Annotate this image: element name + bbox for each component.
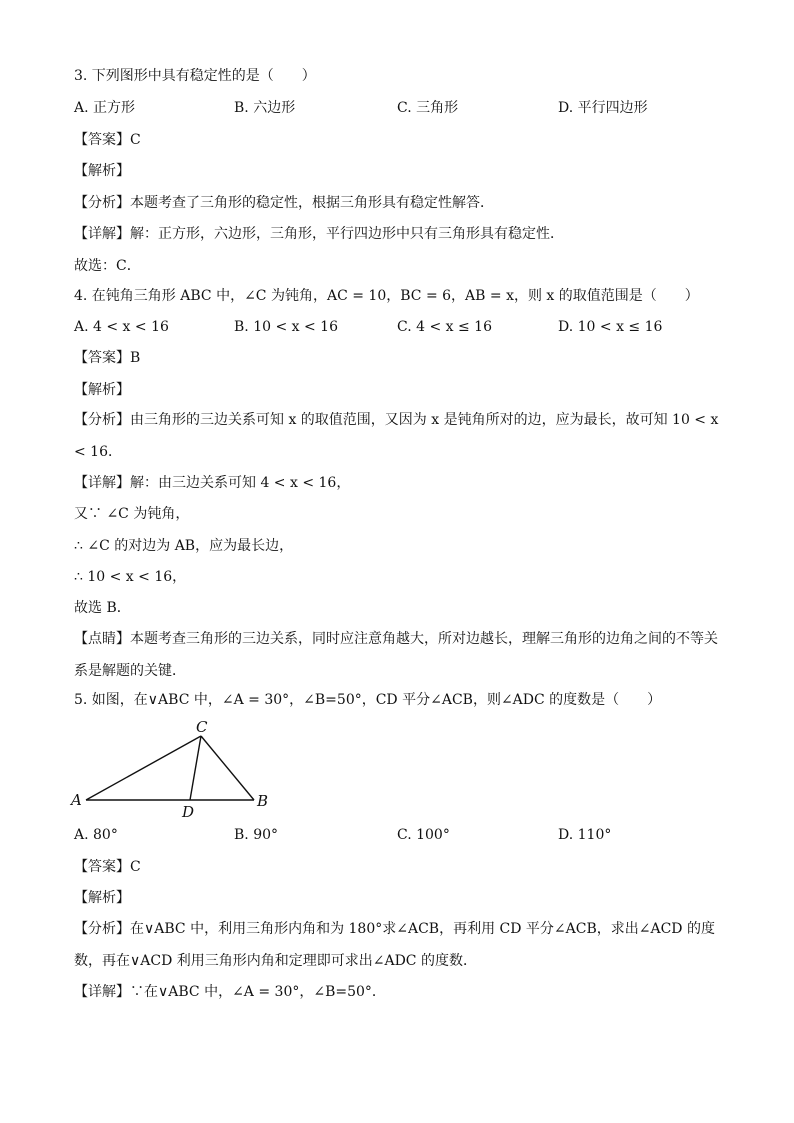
q5-option-c: C. 100° [397, 827, 450, 843]
vertex-label-d: D [182, 803, 195, 821]
vertex-label-c: C [196, 718, 208, 736]
bisector-cd [190, 736, 201, 800]
q5-option-a: A. 80° [74, 827, 118, 843]
q4-option-b: B. 10 < x < 16 [234, 319, 338, 335]
q3-stem: 3. 下列图形中具有稳定性的是（ ） [74, 68, 316, 84]
q5-analysis-title: 【解析】 [74, 890, 130, 906]
q5-answer: 【答案】C [74, 859, 141, 875]
q4-xiangjie: 【详解】解：由三边关系可知 4 < x < 16， [74, 475, 351, 491]
q5-option-d: D. 110° [558, 827, 612, 843]
q3-options [74, 98, 714, 118]
q4-dianjing: 【点睛】本题考查三角形的三边关系，同时应注意角越大，所对边越长，理解三角形的边角之间的不等关系是解题的关键． [74, 631, 718, 679]
q4-step-2: ∴ ∠C 的对边为 AB，应为最长边， [74, 538, 294, 554]
q5-fenxi: 【分析】在∨ABC 中，利用三角形内角和为 180°求∠ACB，再利用 CD 平分∠ACB，求出∠ACD 的度数，再在∨ACD 利用三角形内角和定理即可求出∠ADC 的度数． [74, 921, 715, 969]
q3-analysis-title: 【解析】 [74, 163, 130, 179]
side-ac [86, 736, 201, 800]
q3-xiangjie: 【详解】解：正方形，六边形，三角形，平行四边形中只有三角形具有稳定性． [74, 226, 564, 242]
q4-fenxi: 【分析】由三角形的三边关系可知 x 的取值范围，又因为 x 是钝角所对的边，应为最长，故可知 10 < x < 16． [74, 412, 719, 460]
q5-options [74, 825, 714, 845]
q3-answer: 【答案】C [74, 132, 141, 148]
q4-options [74, 317, 714, 337]
q4-analysis-title: 【解析】 [74, 382, 130, 398]
q3-option-a: A. 正方形 [74, 100, 136, 116]
q4-option-c: C. 4 < x ≤ 16 [397, 319, 492, 335]
triangle-figure [60, 714, 290, 824]
q4-step-3: ∴ 10 < x < 16， [74, 569, 187, 585]
vertex-label-b: B [257, 792, 269, 810]
q4-step-1: 又∵ ∠C 为钝角， [74, 506, 190, 522]
q3-option-c: C. 三角形 [397, 100, 459, 116]
q3-choice: 故选：C． [74, 258, 141, 274]
q4-option-d: D. 10 < x ≤ 16 [558, 319, 663, 335]
q5-stem: 5. 如图，在∨ABC 中，∠A = 30°，∠B=50°，CD 平分∠ACB，则∠ADC 的度数是（ ） [74, 692, 662, 708]
q3-option-b: B. 六边形 [234, 100, 296, 116]
q3-option-d: D. 平行四边形 [558, 100, 648, 116]
q5-option-b: B. 90° [234, 827, 279, 843]
vertex-label-a: A [71, 791, 82, 809]
q4-stem: 4. 在钝角三角形 ABC 中，∠C 为钝角，AC = 10，BC = 6，AB = x，则 x 的取值范围是（ ） [74, 288, 699, 304]
q4-answer: 【答案】B [74, 350, 141, 366]
q4-option-a: A. 4 < x < 16 [74, 319, 169, 335]
side-bc [201, 736, 254, 800]
q5-xiangjie: 【详解】∵在∨ABC 中，∠A = 30°，∠B=50°． [74, 984, 386, 1000]
q3-fenxi: 【分析】本题考查了三角形的稳定性，根据三角形具有稳定性解答． [74, 195, 494, 211]
q4-choice: 故选 B． [74, 600, 131, 616]
